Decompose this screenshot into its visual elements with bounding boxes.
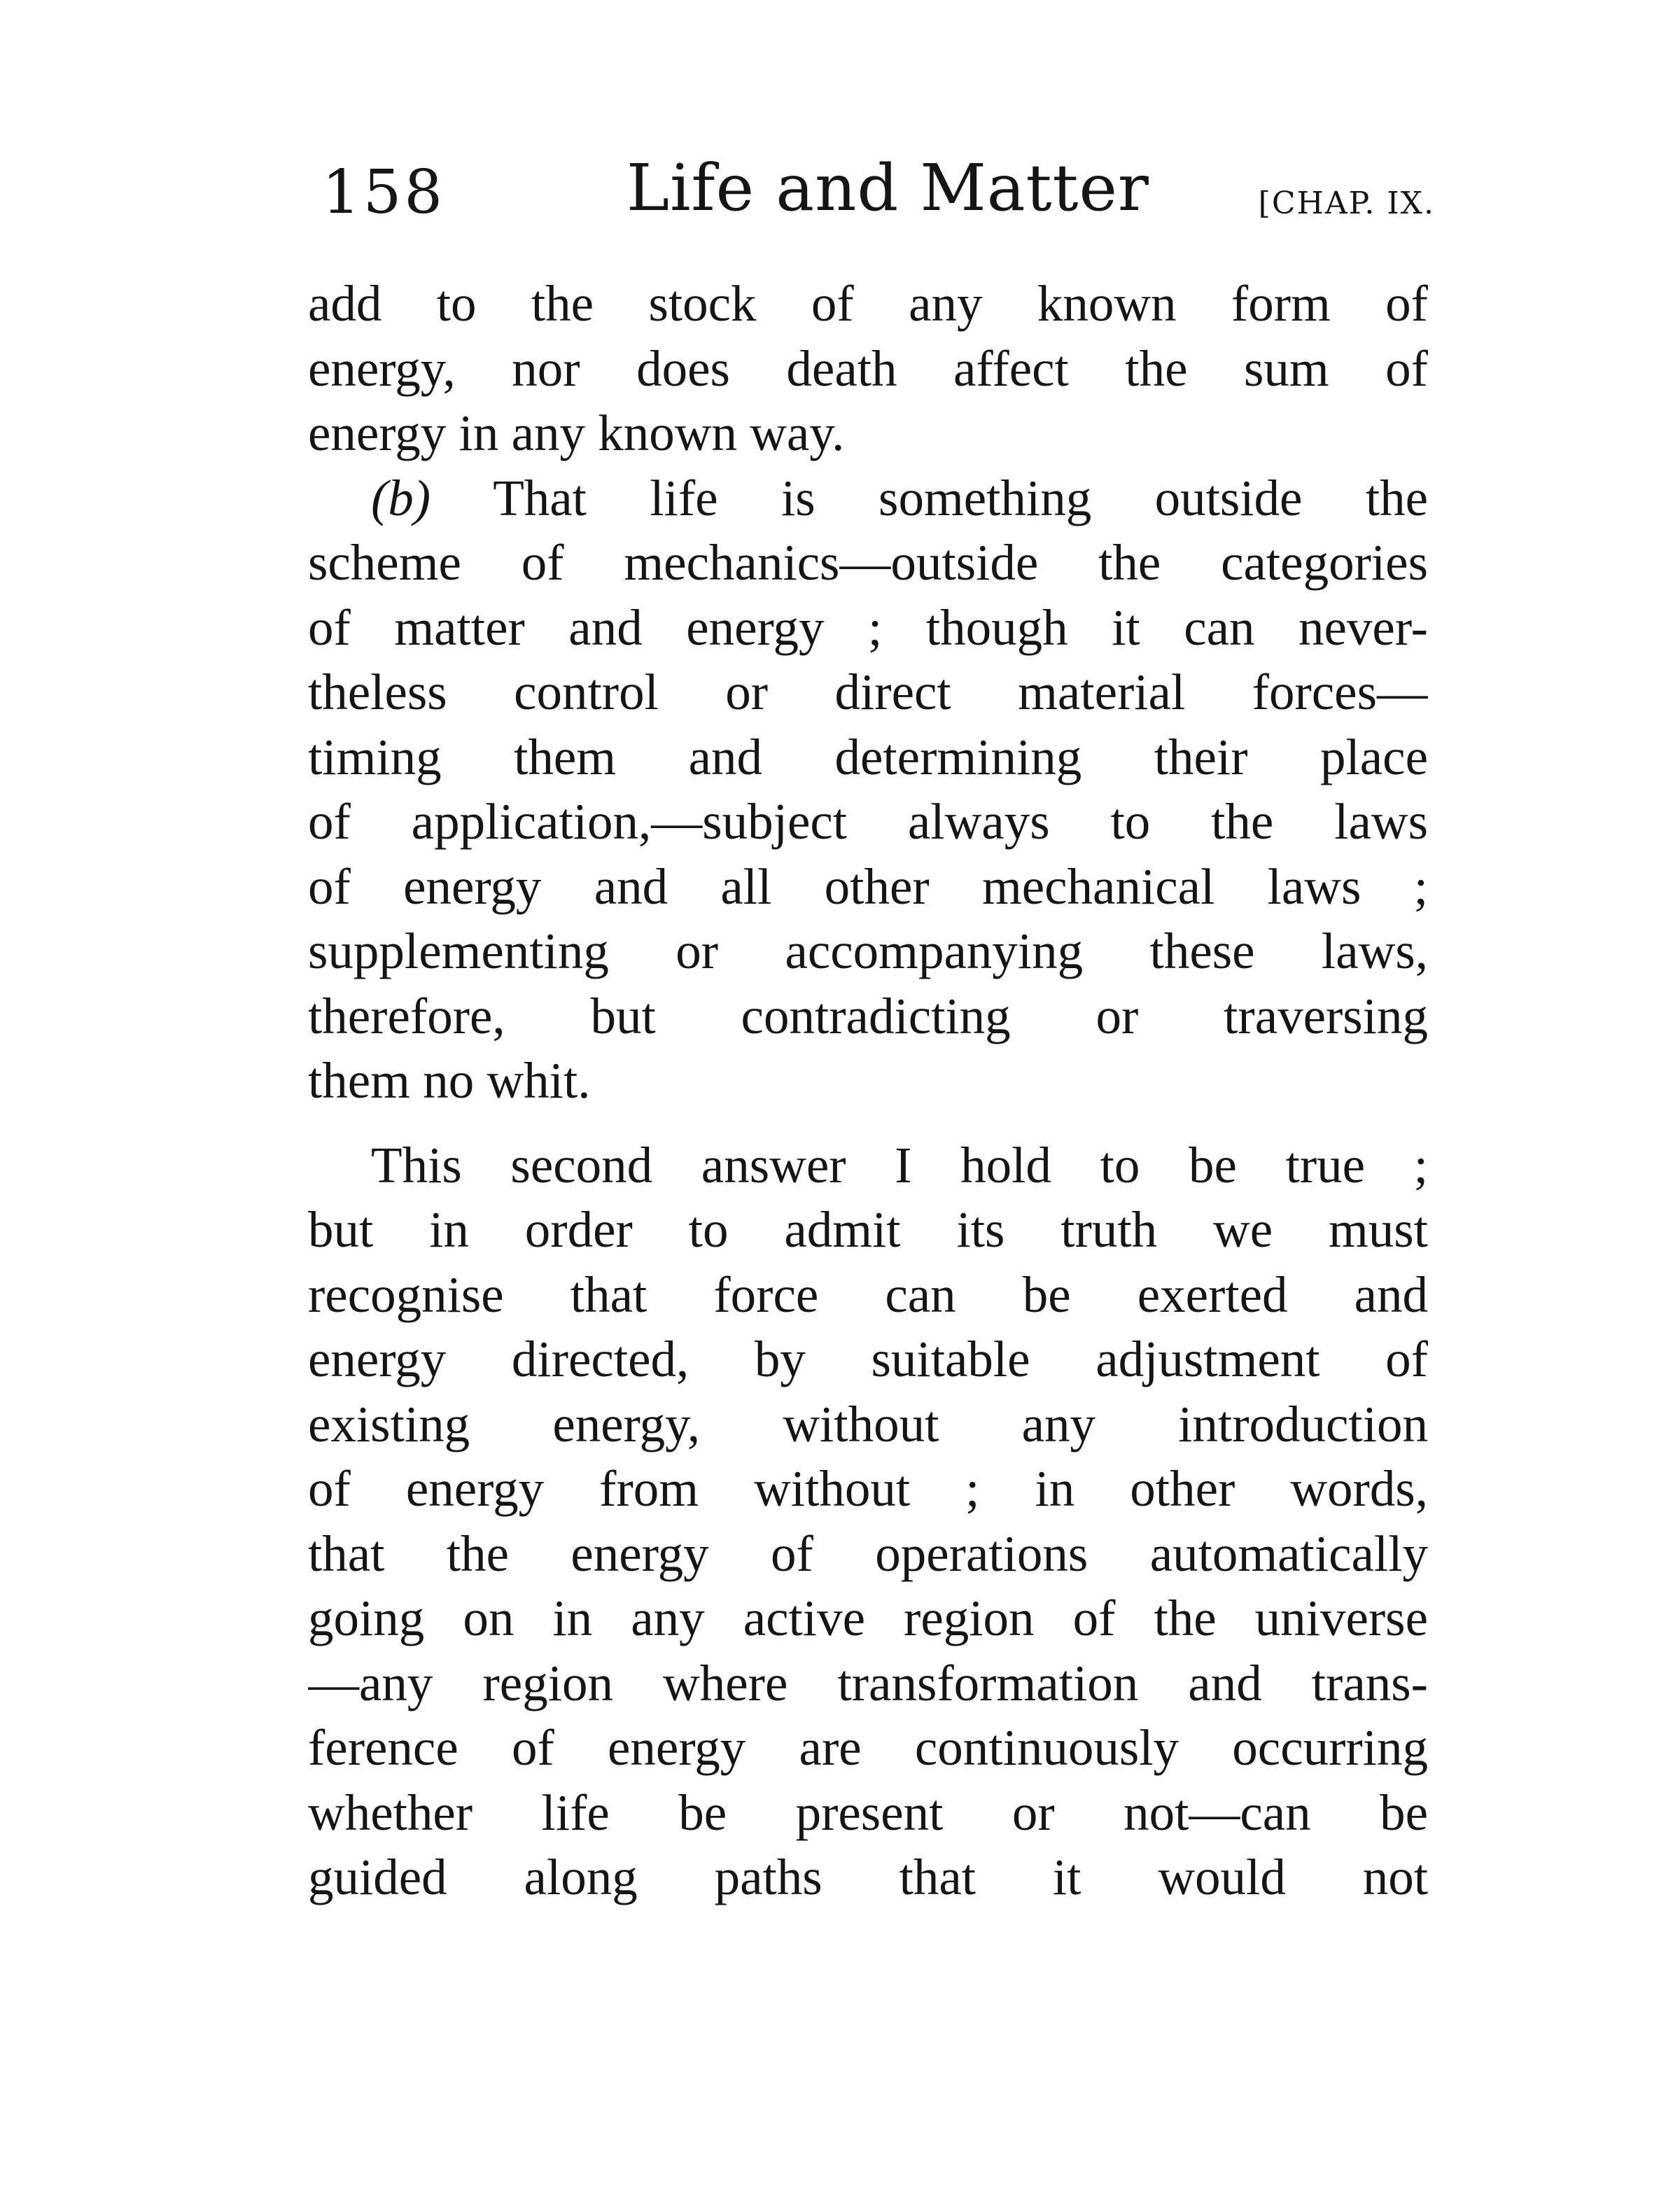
text-line: energy directed, by suitable adjustment of xyxy=(308,1331,1428,1387)
text-line: therefore, but contradicting or traversing xyxy=(308,987,1428,1044)
text-line-content: That life is something outside the xyxy=(493,469,1428,526)
text-line: of matter and energy ; though it can never- xyxy=(308,598,1428,656)
text-line: of energy and all other mechanical laws ; xyxy=(308,858,1428,915)
text-line: going on in any active region of the universe xyxy=(308,1590,1428,1646)
text-line: ference of energy are continuously occurring xyxy=(308,1719,1428,1776)
paragraph-3 xyxy=(308,1133,1428,1910)
paragraph-2 xyxy=(308,466,1428,1114)
text-line: of application,—subject always to the laws xyxy=(308,793,1428,850)
text-line: guided along paths that it would not xyxy=(308,1849,1428,1905)
text-line: theless control or direct material forces— xyxy=(308,664,1428,720)
text-line: energy, nor does death affect the sum of xyxy=(308,340,1428,397)
text-line: timing them and determining their place xyxy=(308,728,1428,785)
body-text xyxy=(308,272,1428,1910)
text-line: of energy from without ; in other words, xyxy=(308,1460,1428,1517)
paragraph-1 xyxy=(308,272,1428,466)
text-line: existing energy, without any introduction xyxy=(308,1395,1428,1452)
text-line: that the energy of operations automatically xyxy=(308,1525,1428,1582)
text-line: whether life be present or not—can be xyxy=(308,1784,1428,1841)
text-line: scheme of mechanics—outside the categories xyxy=(308,534,1428,591)
text-line: supplementing or accompanying these laws, xyxy=(308,923,1428,979)
text-line xyxy=(308,466,1428,531)
text-line: but in order to admit its truth we must xyxy=(308,1201,1428,1258)
text-line: them no whit. xyxy=(308,1052,591,1109)
page-number: 158 xyxy=(322,158,446,227)
text-line: add to the stock of any known form of xyxy=(308,275,1428,332)
text-line: energy in any known way. xyxy=(308,405,845,461)
text-line: This second answer I hold to be true ; xyxy=(371,1136,1428,1194)
text-line: —any region where transformation and trans- xyxy=(308,1654,1428,1712)
item-label: (b) xyxy=(371,469,431,526)
text-line: recognise that force can be exerted and xyxy=(308,1266,1428,1323)
chapter-marker: [CHAP. IX. xyxy=(1258,186,1435,221)
running-title: Life and Matter xyxy=(626,150,1149,225)
page-header xyxy=(308,144,1435,227)
